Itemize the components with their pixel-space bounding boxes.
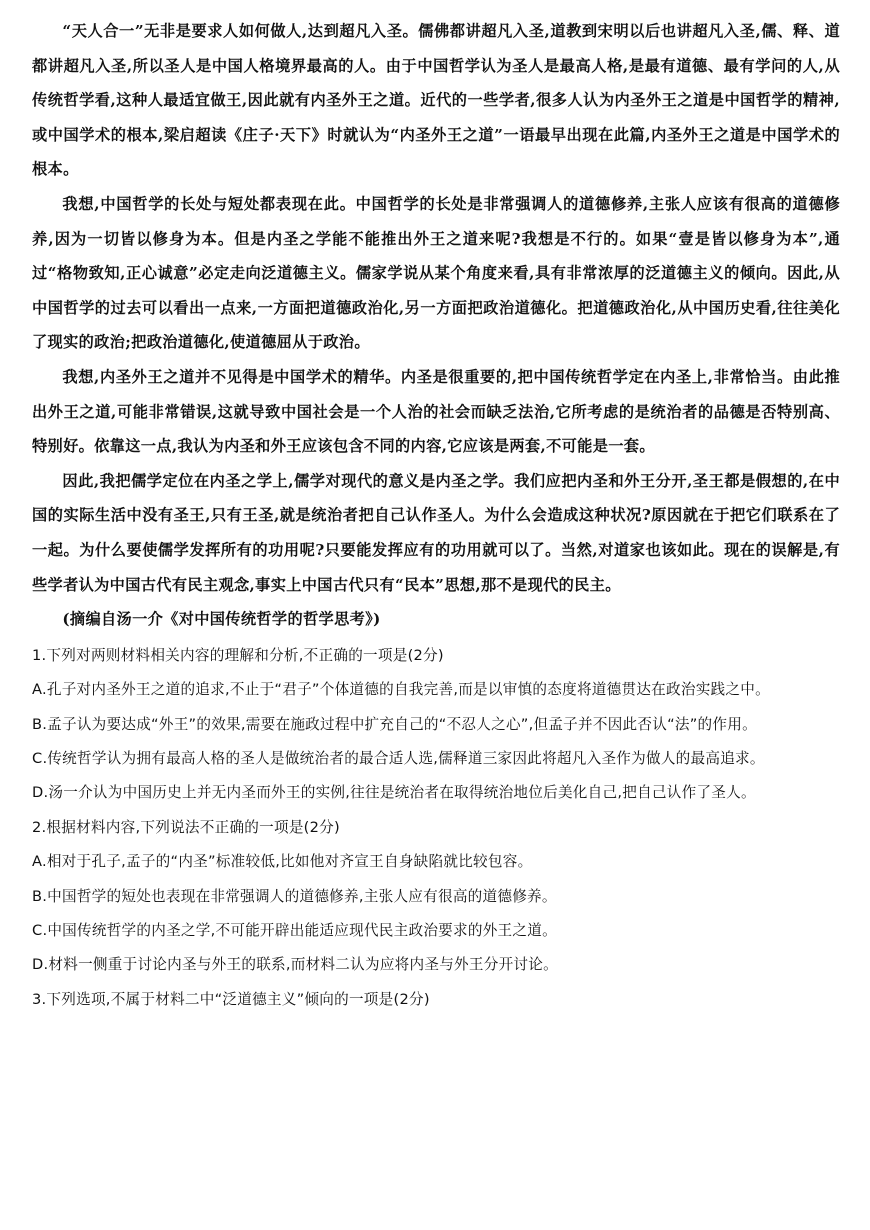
option-d: D.汤一介认为中国历史上并无内圣而外王的实例,往往是统治者在取得统治地位后美化自己,把自己认作了圣人。 — [32, 784, 756, 802]
question-list — [32, 639, 840, 1017]
option-c: C.传统哲学认为拥有最高人格的圣人是做统治者的最合适人选,儒释道三家因此将超凡入圣作为做人的最高追求。 — [32, 749, 765, 767]
passage-paragraph-3: 我想,内圣外王之道并不见得是中国学术的精华。内圣是很重要的,把中国传统哲学定在内圣上,非常恰当。由此推出外王之道,可能非常错误,这就导致中国社会是一个人治的社会而缺乏法治,它所考虑的是统治者的品德是否特别高、特别好。依靠这一点,我认为内圣和外王应该包含不同的内容,它应该是两套,不可能是一套。 — [32, 367, 840, 456]
option-a: A.相对于孔子,孟子的“内圣”标准较低,比如他对齐宣王自身缺陷就比较包容。 — [32, 853, 533, 871]
option-a: A.孔子对内圣外王之道的追求,不止于“君子”个体道德的自我完善,而是以审慎的态度将道德贯达在政治实践之中。 — [32, 681, 770, 699]
passage-paragraph-4: 因此,我把儒学定位在内圣之学上,儒学对现代的意义是内圣之学。我们应把内圣和外王分开,圣王都是假想的,在中国的实际生活中没有圣王,只有王圣,就是统治者把自己认作圣人。为什么会造成这种状况?原因就在于把它们联系在了一起。为什么要使儒学发挥所有的功用呢?只要能发挥应有的功用就可以了。当然,对道家也该如此。现在的误解是,有些学者认为中国古代有民主观念,事实上中国古代只有“民本”思想,那不是现代的民主。 — [32, 471, 840, 594]
question-3 — [32, 983, 840, 1017]
option-b: B.孟子认为要达成“外王”的效果,需要在施政过程中扩充自己的“不忍人之心”,但孟子并不因此否认“法”的作用。 — [32, 715, 757, 733]
question-stem: 3.下列选项,不属于材料二中“泛道德主义”倾向的一项是(2分) — [32, 990, 430, 1008]
reading-passage — [32, 14, 840, 637]
passage-paragraph-1: “天人合一”无非是要求人如何做人,达到超凡入圣。儒佛都讲超凡入圣,道教到宋明以后也讲超凡入圣,儒、释、道都讲超凡入圣,所以圣人是中国人格境界最高的人。由于中国哲学认为圣人是最高人格,是最有道德、最有学问的人,从传统哲学看,这种人最适宜做王,因此就有内圣外王之道。近代的一些学者,很多人认为内圣外王之道是中国哲学的精神,或中国学术的根本,梁启超读《庄子·天下》时就认为“内圣外王之道”一语最早出现在此篇,内圣外王之道是中国学术的根本。 — [32, 22, 840, 179]
option-b: B.中国哲学的短处也表现在非常强调人的道德修养,主张人应有很高的道德修养。 — [32, 887, 557, 905]
question-stem: 2.根据材料内容,下列说法不正确的一项是(2分) — [32, 818, 340, 836]
exam-page — [32, 14, 840, 1017]
passage-source: (摘编自汤一介《对中国传统哲学的哲学思考》) — [62, 610, 381, 629]
option-c: C.中国传统哲学的内圣之学,不可能开辟出能适应现代民主政治要求的外王之道。 — [32, 921, 557, 939]
question-1 — [32, 639, 840, 811]
question-2 — [32, 811, 840, 983]
passage-paragraph-2: 我想,中国哲学的长处与短处都表现在此。中国哲学的长处是非常强调人的道德修养,主张人应该有很高的道德修养,因为一切皆以修身为本。但是内圣之学能不能推出外王之道来呢?我想是不行的。如果“壹是皆以修身为本”,通过“格物致知,正心诚意”必定走向泛道德主义。儒家学说从某个角度来看,具有非常浓厚的泛道德主义的倾向。因此,从中国哲学的过去可以看出一点来,一方面把道德政治化,另一方面把政治道德化。把道德政治化,从中国历史看,往往美化了现实的政治;把政治道德化,使道德屈从于政治。 — [32, 194, 840, 352]
question-stem: 1.下列对两则材料相关内容的理解和分析,不正确的一项是(2分) — [32, 646, 444, 664]
option-d: D.材料一侧重于讨论内圣与外王的联系,而材料二认为应将内圣与外王分开讨论。 — [32, 956, 558, 974]
